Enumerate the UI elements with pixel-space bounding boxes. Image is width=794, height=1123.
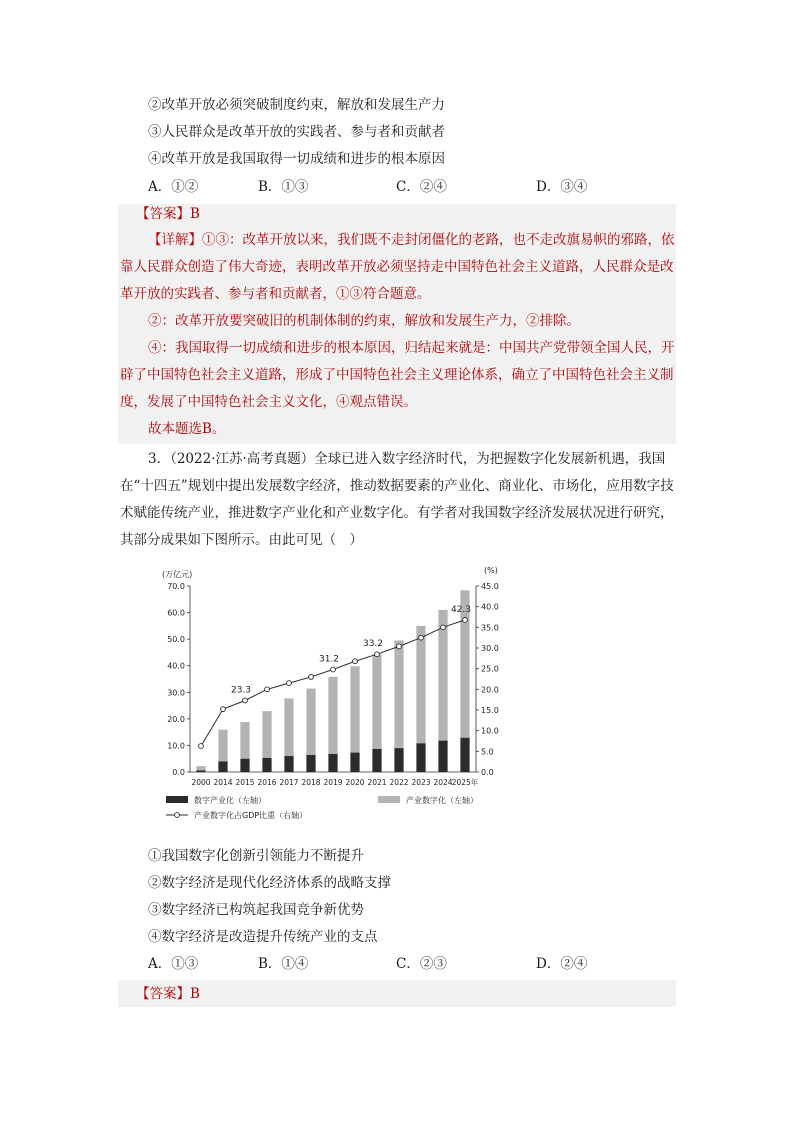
gdp-share-point bbox=[353, 659, 358, 664]
bar-digital-industrialization bbox=[240, 759, 249, 772]
q2-explanation-p1: 【详解】①③：改革开放以来，我们既不走封闭僵化的老路，也不走改旗易帜的邪路，依靠人民群众创造了伟大奇迹，表明改革开放必须坚持走中国特色社会主义道路，人民群众是改革开放的实践者、参与者和贡献者，①③符合题意。 bbox=[120, 232, 675, 302]
bar-digital-industrialization bbox=[306, 755, 315, 772]
q3-options bbox=[148, 954, 688, 974]
bar-industrial-digitalization bbox=[306, 689, 315, 755]
bar-digital-industrialization bbox=[350, 753, 359, 772]
right-tick-label: 20.0 bbox=[481, 685, 499, 695]
right-tick-label: 25.0 bbox=[481, 664, 499, 674]
bar-digital-industrialization bbox=[262, 758, 271, 772]
bar-digital-industrialization bbox=[416, 743, 425, 772]
gdp-share-point bbox=[331, 667, 336, 672]
data-label: 33.2 bbox=[362, 639, 384, 650]
q3-answer: 【答案】B bbox=[136, 986, 200, 1002]
data-label: 42.3 bbox=[450, 604, 472, 615]
data-label: 31.2 bbox=[318, 654, 340, 665]
q2-option-b: B．①③ bbox=[258, 179, 309, 195]
legend-label-digital-industrialization: 数字产业化（左轴） bbox=[194, 796, 266, 805]
q2-statement-2: ②改革开放必须突破制度约束，解放和发展生产力 bbox=[148, 97, 445, 113]
bar-industrial-digitalization bbox=[196, 766, 205, 770]
left-tick-label: 20.0 bbox=[167, 714, 185, 724]
legend-swatch-digital-industrialization bbox=[166, 796, 188, 803]
bar-digital-industrialization bbox=[218, 761, 227, 772]
left-tick-label: 40.0 bbox=[167, 661, 185, 671]
right-tick-label: 35.0 bbox=[481, 623, 499, 633]
bar-industrial-digitalization bbox=[350, 666, 359, 752]
x-tick-label: 2021 bbox=[367, 778, 387, 787]
x-tick-label: 2023 bbox=[411, 778, 431, 787]
gdp-share-point bbox=[441, 625, 446, 630]
bar-industrial-digitalization bbox=[394, 640, 403, 748]
bar-digital-industrialization bbox=[328, 754, 337, 772]
q2-explanation-p3: ④：我国取得一切成绩和进步的根本原因，归结起来就是：中国共产党带领全国人民，开辟了中国特色社会主义道路，形成了中国特色社会主义理论体系，确立了中国特色社会主义制度，发展了中国特色社会主义文化，④观点错误。 bbox=[120, 340, 675, 410]
bar-industrial-digitalization bbox=[284, 698, 293, 756]
legend-label-industrial-digitalization: 产业数字化（左轴） bbox=[406, 796, 478, 805]
left-tick-label: 10.0 bbox=[167, 741, 185, 751]
right-tick-label: 10.0 bbox=[481, 726, 499, 736]
bar-industrial-digitalization bbox=[416, 626, 425, 743]
q3-statement-3: ③数字经济已构筑起我国竞争新优势 bbox=[148, 902, 364, 918]
gdp-share-point bbox=[221, 707, 226, 712]
bar-digital-industrialization bbox=[438, 741, 447, 772]
bar-digital-industrialization bbox=[460, 738, 469, 772]
x-tick-label: 2022 bbox=[389, 778, 409, 787]
left-tick-label: 60.0 bbox=[167, 608, 185, 618]
right-tick-label: 30.0 bbox=[481, 644, 499, 653]
q2-answer: 【答案】B bbox=[136, 206, 200, 222]
bar-digital-industrialization bbox=[394, 748, 403, 772]
gdp-share-point bbox=[199, 744, 204, 749]
x-tick-label: 2014 bbox=[213, 778, 233, 787]
left-axis-unit: (万亿元) bbox=[162, 570, 193, 579]
gdp-share-point bbox=[309, 675, 314, 680]
q3-stem: 3．（2022·江苏·高考真题）全球已进入数字经济时代，为把握数字化发展新机遇，我国在“十四五”规划中提出发展数字经济，推动数据要素的产业化、商业化、市场化，应用数字技术赋能传统产业，推进数字产业化和产业数字化。有学者对我国数字经济发展状况进行研究，其部分成果如下图所示。由此可见（ ） bbox=[120, 451, 674, 548]
bar-industrial-digitalization bbox=[262, 711, 271, 758]
right-tick-label: 40.0 bbox=[481, 602, 499, 612]
gdp-share-point bbox=[463, 617, 468, 622]
q3-statement-2: ②数字经济是现代化经济体系的战略支撑 bbox=[148, 875, 391, 891]
gdp-share-point bbox=[265, 687, 270, 692]
gdp-share-point bbox=[397, 644, 402, 649]
digital-economy-chart bbox=[148, 560, 520, 828]
x-tick-label: 2017 bbox=[279, 778, 299, 787]
left-tick-label: 0.0 bbox=[172, 768, 185, 777]
q3-option-a: A．①③ bbox=[148, 956, 199, 972]
right-axis-unit: (%) bbox=[484, 566, 498, 575]
right-tick-label: 5.0 bbox=[481, 747, 494, 757]
bar-industrial-digitalization bbox=[328, 677, 337, 754]
q2-statement-4: ④改革开放是我国取得一切成绩和进步的根本原因 bbox=[148, 151, 445, 167]
legend-marker-gdp-share bbox=[175, 813, 180, 818]
bar-industrial-digitalization bbox=[372, 655, 381, 749]
q2-option-d: D．③④ bbox=[536, 179, 588, 195]
data-label: 23.3 bbox=[230, 685, 252, 696]
legend-swatch-industrial-digitalization bbox=[378, 796, 400, 803]
left-tick-label: 70.0 bbox=[167, 582, 185, 591]
q3-option-d: D．②④ bbox=[536, 956, 588, 972]
q3-statement-4: ④数字经济是改造提升传统产业的支点 bbox=[148, 929, 378, 945]
x-tick-label: 2016 bbox=[257, 778, 277, 787]
x-tick-label: 2019 bbox=[323, 778, 343, 787]
x-tick-label: 2018 bbox=[301, 778, 321, 787]
q2-explanation-p4: 故本题选B。 bbox=[148, 421, 226, 437]
q3-option-b: B．①④ bbox=[258, 956, 309, 972]
q3-option-c: C．②③ bbox=[396, 956, 447, 972]
gdp-share-point bbox=[243, 698, 248, 703]
right-tick-label: 15.0 bbox=[481, 706, 499, 715]
legend-label-gdp-share: 产业数字化占GDP比重（右轴） bbox=[194, 811, 308, 820]
bar-industrial-digitalization bbox=[218, 730, 227, 762]
x-tick-label: 2024 bbox=[433, 778, 453, 787]
bar-digital-industrialization bbox=[196, 770, 205, 772]
gdp-share-point bbox=[419, 635, 424, 640]
right-tick-label: 0.0 bbox=[481, 768, 494, 777]
q2-options bbox=[148, 177, 688, 197]
bar-industrial-digitalization bbox=[240, 722, 249, 759]
gdp-share-point bbox=[287, 681, 292, 686]
q3-stem-block bbox=[120, 446, 676, 554]
bar-digital-industrialization bbox=[284, 756, 293, 772]
q2-option-a: A．①② bbox=[148, 179, 199, 195]
q2-explanation bbox=[120, 227, 676, 443]
left-tick-label: 30.0 bbox=[167, 688, 185, 698]
right-tick-label: 45.0 bbox=[481, 582, 499, 591]
q2-option-c: C．②④ bbox=[396, 179, 447, 195]
x-tick-label: 2025年 bbox=[451, 778, 479, 787]
gdp-share-point bbox=[375, 652, 380, 657]
bar-digital-industrialization bbox=[372, 749, 381, 772]
q2-statement-3: ③人民群众是改革开放的实践者、参与者和贡献者 bbox=[148, 124, 445, 140]
x-tick-label: 2020 bbox=[345, 778, 365, 787]
q3-answer-box bbox=[118, 980, 676, 1007]
q2-explanation-p2: ②：改革开放要突破旧的机制体制的约束，解放和发展生产力，②排除。 bbox=[148, 313, 580, 329]
q3-statement-1: ①我国数字化创新引领能力不断提升 bbox=[148, 848, 364, 864]
x-tick-label: 2015 bbox=[235, 778, 255, 787]
x-tick-label: 2000 bbox=[191, 778, 211, 787]
left-tick-label: 50.0 bbox=[167, 635, 185, 645]
